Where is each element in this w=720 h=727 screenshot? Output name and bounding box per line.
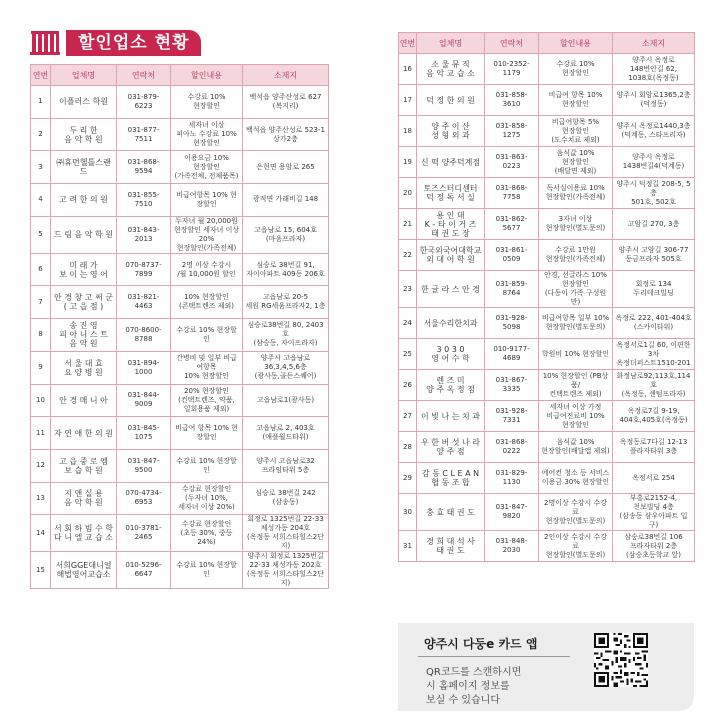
name-cell: 3 0 3 0 영 어 수 학 [417, 339, 485, 370]
address-cell: 고읍남로 2, 403호 (애플월드타워) [243, 417, 329, 450]
num-cell: 28 [399, 432, 417, 463]
contact-cell: 031-847-9820 [485, 494, 539, 531]
address-cell: 고읍남로 15, 604호 (마음프라자) [243, 216, 329, 253]
name-cell: 두 리 한 음 악 학 원 [51, 118, 117, 151]
num-cell: 24 [399, 308, 417, 339]
address-cell: 삼숭로38번길 106 프라자타워 2층 (삼승초등학교 앞) [613, 531, 695, 562]
name-cell: 한 글 라 스 안 경 [417, 271, 485, 308]
discount-cell: 수강료 현장할인 (초등 30%, 중등 24%) [171, 515, 243, 552]
table-row [31, 184, 329, 217]
header-num: 연번 [31, 65, 51, 86]
address-cell: 양주시 회암로1365,2층 (덕정동) [613, 85, 695, 116]
contact-cell: 010-3781-2465 [117, 515, 171, 552]
table-row [399, 209, 695, 240]
discount-cell: 비급여 항목 10% 현장할인 [539, 85, 613, 116]
discount-cell: 3자녀 이상 현장할인(별도문의) [539, 209, 613, 240]
table-row [31, 515, 329, 552]
address-cell: 백석읍 양주산성로 627 (복지리) [243, 86, 329, 119]
table-row [399, 240, 695, 271]
discount-cell: 수강료 10% 현장할인 [171, 319, 243, 352]
num-cell: 7 [31, 286, 51, 319]
table-row [31, 417, 329, 450]
discount-cell: 세자녀 이상 피아노 수강료 10% 현장할인 [171, 118, 243, 151]
name-cell: 한국외국어대학교 외 대 어 학 원 [417, 240, 485, 271]
contact-cell: 010-5296-6647 [117, 552, 171, 589]
name-cell: 드 림 음 악 학 원 [51, 216, 117, 253]
table-row [399, 271, 695, 308]
table-row [399, 178, 695, 209]
contact-cell: 010-2352-1179 [485, 54, 539, 85]
header-address: 소재지 [243, 65, 329, 86]
num-cell: 30 [399, 494, 417, 531]
contact-cell: 031-868-9594 [117, 151, 171, 184]
name-cell: 서 회 하 빔 수 학 다 니 엘 교 습 소 [51, 515, 117, 552]
contact-cell: 031-844-9009 [117, 384, 171, 417]
num-cell: 26 [399, 370, 417, 401]
name-cell: 고 읍 중 로 엠 보 습 학 원 [51, 449, 117, 482]
name-cell: 미 래 가 보 이 는 영 어 [51, 253, 117, 286]
name-cell: 서희GGE대니얼 해법영어교습소 [51, 552, 117, 589]
discount-cell: 2명이상 수강시 수강료 현장할인(별도문의) [539, 494, 613, 531]
contact-cell: 031-928-5098 [485, 308, 539, 339]
num-cell: 23 [399, 271, 417, 308]
address-cell: 옥정서로 254 [613, 463, 695, 494]
divider [418, 656, 570, 657]
discount-cell: 수강료 10% 현장할인 [171, 449, 243, 482]
discount-cell: 수강료 10% 현장할인 [171, 552, 243, 589]
num-cell: 12 [31, 449, 51, 482]
address-cell: 양주시 옥정로 148번안길 62, 1038호(옥정동) [613, 54, 695, 85]
name-cell: ㈜휴먼헬틀스랜드 [51, 151, 117, 184]
table-row [31, 384, 329, 417]
discount-cell: 학원비 10% 현장할인 [539, 339, 613, 370]
discount-cell: 수강료 현장할인 (두자녀 10%, 세자녀 이상 20%) [171, 482, 243, 515]
table-row [31, 552, 329, 589]
contact-cell: 031-861-0509 [485, 240, 539, 271]
contact-cell: 070-8600-8788 [117, 319, 171, 352]
name-cell: 신 떡 양주덕계점 [417, 147, 485, 178]
header-discount: 할인내용 [539, 33, 613, 54]
contact-cell: 031-858-1275 [485, 116, 539, 147]
discount-table-left [30, 64, 329, 589]
discount-cell: 수강료 10% 현장할인 [171, 86, 243, 119]
contact-cell: 031-877-7511 [117, 118, 171, 151]
discount-cell: 10% 현장할인 (PB상품/ 컨택트렌즈 제외) [539, 370, 613, 401]
name-cell: 송 진 영 피 아 니 스 트 음 악 원 [51, 319, 117, 352]
table-row [31, 253, 329, 286]
name-cell: 토즈스터디센터 덕 정 독 서 실 [417, 178, 485, 209]
app-desc-line: 시 홈페이지 정보를 [426, 681, 510, 692]
table-row [399, 147, 695, 178]
address-cell: 회정로 134 두리테크빌딩 [613, 271, 695, 308]
contact-cell: 031-862-5677 [485, 209, 539, 240]
contact-cell: 031-858-3610 [485, 85, 539, 116]
contact-cell: 031-821-4463 [117, 286, 171, 319]
address-cell: 고읍남로1(광사동) [243, 384, 329, 417]
num-cell: 15 [31, 552, 51, 589]
address-cell: 고읍남로 20-5 세원 RG세움프라자2, 1층 [243, 286, 329, 319]
contact-cell: 070-4734-6953 [117, 482, 171, 515]
page-title: 할인업소 현황 [66, 30, 201, 56]
num-cell: 31 [399, 531, 417, 562]
header-num: 연번 [399, 33, 417, 54]
discount-cell: 2명 이상 수강시 /월 10,000원 할인 [171, 253, 243, 286]
contact-cell: 031-859-8764 [485, 271, 539, 308]
num-cell: 17 [399, 85, 417, 116]
address-cell: 양주시 고읍남로 36,3,4,5,6층 (광사동,골든스퀘어) [243, 351, 329, 384]
num-cell: 6 [31, 253, 51, 286]
num-cell: 13 [31, 482, 51, 515]
address-cell: 백석읍 양주산성로 523-1 상가2층 [243, 118, 329, 151]
num-cell: 16 [399, 54, 417, 85]
name-cell: 이플러스 학원 [51, 86, 117, 119]
discount-cell: 비급여 항목 10% 현장할인 [171, 417, 243, 450]
discount-cell: 두자녀 월 20,000원 현장할인 세자녀 이상 20% 현장할인(가족전체) [171, 216, 243, 253]
contact-cell: 031-928-7331 [485, 401, 539, 432]
table-row [31, 216, 329, 253]
name-cell: 안 경 창 고 써 군 ( 고 읍 점 ) [51, 286, 117, 319]
num-cell: 20 [399, 178, 417, 209]
address-cell: 고암길 270, 3층 [613, 209, 695, 240]
discount-cell: 음식값 10% 현장할인(배달앱 제외) [539, 432, 613, 463]
contact-cell: 031-845-1075 [117, 417, 171, 450]
address-cell: 양주시 회정로 1325번길 22-33 체성가동 202호 (옥정동 서희스타힐스2단지) [243, 552, 329, 589]
contact-cell: 031-829-1130 [485, 463, 539, 494]
name-cell: 경 희 대 석 사 태 권 도 [417, 531, 485, 562]
discount-table-right [398, 32, 695, 562]
contact-cell: 031-847-9500 [117, 449, 171, 482]
header-name: 업체명 [51, 65, 117, 86]
address-cell: 옥정서로1길 60, 이편한3차 옥정더퍼스트1510-201 [613, 339, 695, 370]
discount-cell: 10% 현장할인 (콘택트렌즈 제외) [171, 286, 243, 319]
discount-cell: 수강료 10% 현장할인 [539, 54, 613, 85]
discount-cell: 이용요금 10% 현장할인 (가족전체, 전체품목) [171, 151, 243, 184]
name-cell: 이 빛 나 는 치 과 [417, 401, 485, 432]
contact-cell: 031-848-2030 [485, 531, 539, 562]
address-cell: 양주시 고읍남로32 프라임타워 5층 [243, 449, 329, 482]
discount-cell: 안경, 선글라스 10% 현장할인 (다동이 가족 구성원만) [539, 271, 613, 308]
discount-cell: 20% 현장할인 (컨택트렌즈, 약품, 일회용품 제외) [171, 384, 243, 417]
discount-cell: 에어컨 청소 등 서비스 이용금 30% 현장할인 [539, 463, 613, 494]
header-contact: 연락처 [485, 33, 539, 54]
discount-cell: 음식값 10% 현장할인 (배달면 제외) [539, 147, 613, 178]
address-cell: 옥정동로7다길 12-13 플라자타워 3층 [613, 432, 695, 463]
header-name: 업체명 [417, 33, 485, 54]
table-row [399, 401, 695, 432]
header-discount: 할인내용 [171, 65, 243, 86]
table-row [399, 116, 695, 147]
table-row [31, 286, 329, 319]
address-cell: 양주시 옥정로 1438번길4(덕계동) [613, 147, 695, 178]
table-row [31, 118, 329, 151]
table-row [399, 432, 695, 463]
name-cell: 지 앤 실 용 음 악 학 원 [51, 482, 117, 515]
address-cell: 양주시 옥정로1440,3층 (덕계동, 스타프리자) [613, 116, 695, 147]
num-cell: 21 [399, 209, 417, 240]
num-cell: 1 [31, 86, 51, 119]
address-cell: 회정로 1325번길 22-33 체성가동 204호 (옥정동 서희스타힐스2단지) [243, 515, 329, 552]
table-row [31, 351, 329, 384]
address-cell: 심승로 38번길 91, 자이아파트 409동 206호 [243, 253, 329, 286]
app-desc-line: QR코드를 스캔하시면 [426, 667, 522, 678]
table-row [399, 85, 695, 116]
num-cell: 29 [399, 463, 417, 494]
name-cell: 서울수리한치과 [417, 308, 485, 339]
table-row [399, 494, 695, 531]
num-cell: 5 [31, 216, 51, 253]
address-cell: 심승로 38번길 242 (삼송동) [243, 482, 329, 515]
name-cell: 안 경 매 니 아 [51, 384, 117, 417]
discount-cell: 2인이상 수강시 수강료 현장할인(별도문의) [539, 531, 613, 562]
contact-cell: 031-868-0222 [485, 432, 539, 463]
section-title [30, 30, 201, 56]
num-cell: 9 [31, 351, 51, 384]
num-cell: 3 [31, 151, 51, 184]
num-cell: 4 [31, 184, 51, 217]
address-cell: 옥정로 222, 401-404호 (스카이타워) [613, 308, 695, 339]
name-cell: 양 주 이 산 성 형 외 과 [417, 116, 485, 147]
name-cell: 덕 정 한 의 원 [417, 85, 485, 116]
table-header-row [399, 33, 695, 54]
num-cell: 10 [31, 384, 51, 417]
address-cell: 부흥로2152-4, 천보빌딩 4층 (삼송동 삼우아파트 입구) [613, 494, 695, 531]
qr-code-icon[interactable] [594, 633, 648, 687]
contact-cell: 010-9177-4689 [485, 339, 539, 370]
discount-cell: 독서실이용료 10% 현장할인(가족전체) [539, 178, 613, 209]
address-cell: 화정남로92,113호,114호 (옥정동, 센텀프라자) [613, 370, 695, 401]
contact-cell: 031-894-1000 [117, 351, 171, 384]
table-row [31, 482, 329, 515]
table-row [399, 531, 695, 562]
address-cell: 양주시 고암길 306-77 동금프라자 505호 [613, 240, 695, 271]
contact-cell: 031-879-6223 [117, 86, 171, 119]
contact-cell: 031-855-7510 [117, 184, 171, 217]
name-cell: 우 한 버 섯 나 라 양 주 점 [417, 432, 485, 463]
table-row [31, 151, 329, 184]
discount-cell: 비급여항목 10% 현장할인 [171, 184, 243, 217]
num-cell: 27 [399, 401, 417, 432]
contact-cell: 031-868-7758 [485, 178, 539, 209]
app-info-box [398, 623, 694, 711]
num-cell: 25 [399, 339, 417, 370]
address-cell: 광적면 가래비길 148 [243, 184, 329, 217]
table-row [399, 308, 695, 339]
name-cell: 서 울 대 효 요 양 병 원 [51, 351, 117, 384]
contact-cell: 031-863-0223 [485, 147, 539, 178]
table-row [31, 449, 329, 482]
name-cell: 렌 즈 미 양 주 옥 정 점 [417, 370, 485, 401]
num-cell: 22 [399, 240, 417, 271]
contact-cell: 070-8737-7899 [117, 253, 171, 286]
table-row [399, 370, 695, 401]
num-cell: 8 [31, 319, 51, 352]
header-address: 소재지 [613, 33, 695, 54]
app-desc-line: 보실 수 있습니다 [426, 695, 500, 706]
address-cell: 심승로38번길 80, 2403호 (삼승동, 자이프라자) [243, 319, 329, 352]
table-header-row [31, 65, 329, 86]
name-cell: 고 려 한 의 원 [51, 184, 117, 217]
table-row [399, 54, 695, 85]
name-cell: 소 울 뮤 직 음 악 교 습 소 [417, 54, 485, 85]
name-cell: 충 효 태 권 도 [417, 494, 485, 531]
table-row [31, 319, 329, 352]
num-cell: 11 [31, 417, 51, 450]
discount-cell: 비급여항목 5% 현장할인 (도수치료 제외) [539, 116, 613, 147]
name-cell: 자 연 애 한 의 원 [51, 417, 117, 450]
num-cell: 2 [31, 118, 51, 151]
table-row [31, 86, 329, 119]
address-cell: 은현면 용암로 265 [243, 151, 329, 184]
contact-cell: 031-843-2013 [117, 216, 171, 253]
contact-cell: 031-867-3335 [485, 370, 539, 401]
header-contact: 연락처 [117, 65, 171, 86]
name-cell: 감 동 C L E A N 협 동 조 합 [417, 463, 485, 494]
table-row [399, 339, 695, 370]
table-row [399, 463, 695, 494]
num-cell: 18 [399, 116, 417, 147]
discount-cell: 간병비 및 일부 비급여항목 10% 현장할인 [171, 351, 243, 384]
num-cell: 19 [399, 147, 417, 178]
num-cell: 14 [31, 515, 51, 552]
app-title: 양주시 다둥e 카드 앱 [424, 637, 538, 651]
discount-cell: 세자녀 이상 가정 비급여진료비 10% 현장할인 [539, 401, 613, 432]
discount-cell: 수강료 1만원 현장할인(가족전체) [539, 240, 613, 271]
discount-cell: 비급여항목 일부 10% 현장할인(별도문의) [539, 308, 613, 339]
building-icon [30, 31, 60, 55]
address-cell: 옥정로7길 9-19, 404호,405호(옥정동) [613, 401, 695, 432]
name-cell: 용 인 대 K - 타 이 거 즈 태 권 도 장 [417, 209, 485, 240]
address-cell: 양주시 덕정길 208-5, 5층 501호, 502호 [613, 178, 695, 209]
